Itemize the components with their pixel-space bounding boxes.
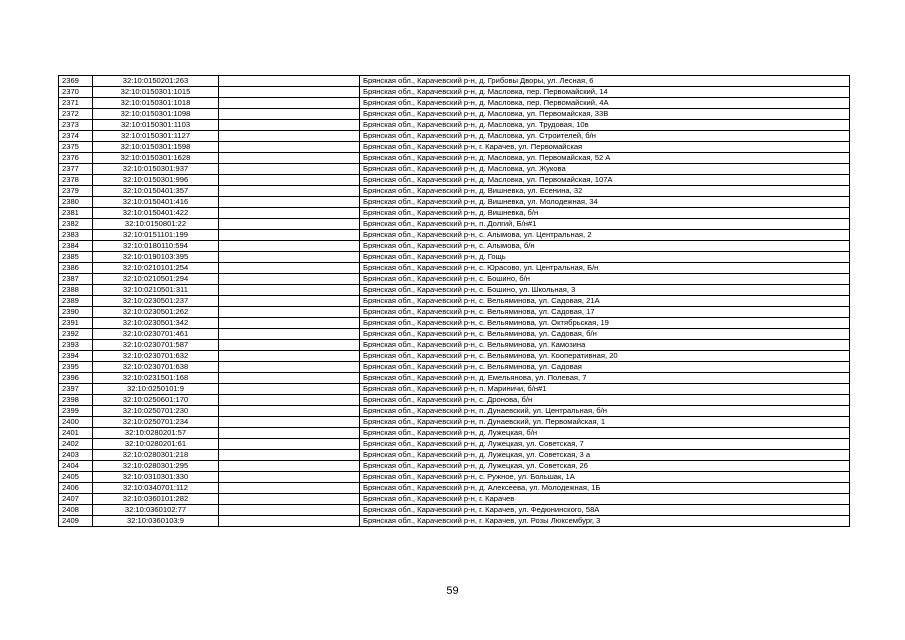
cadastral-number-cell: 32:10:0150401:416 [93,197,219,208]
address-cell: Брянская обл., Карачевский р-н, д. Вишневка, б/н [360,208,850,219]
row-number-cell: 2378 [59,175,93,186]
row-number-cell: 2386 [59,263,93,274]
cadastral-number-cell: 32:10:0250701:234 [93,417,219,428]
empty-cell [219,373,360,384]
row-number-cell: 2372 [59,109,93,120]
table-row [59,450,850,461]
row-number-cell: 2371 [59,98,93,109]
cadastral-number-cell: 32:10:0150301:1127 [93,131,219,142]
address-cell: Брянская обл., Карачевский р-н, п. Дунаевский, ул. Первомайская, 1 [360,417,850,428]
address-cell: Брянская обл., Карачевский р-н, д. Лужецкая, ул. Советская, 7 [360,439,850,450]
empty-cell [219,208,360,219]
cadastral-number-cell: 32:10:0230501:262 [93,307,219,318]
row-number-cell: 2374 [59,131,93,142]
row-number-cell: 2400 [59,417,93,428]
address-cell: Брянская обл., Карачевский р-н, д. Лужецкая, ул. Советская, 3 а [360,450,850,461]
row-number-cell: 2404 [59,461,93,472]
address-cell: Брянская обл., Карачевский р-н, с. Вельяминова, ул. Садовая, 21А [360,296,850,307]
address-cell: Брянская обл., Карачевский р-н, г. Карачев, ул. Первомайская [360,142,850,153]
registry-table [58,75,850,527]
cadastral-number-cell: 32:10:0360102:77 [93,505,219,516]
row-number-cell: 2380 [59,197,93,208]
table-row [59,351,850,362]
empty-cell [219,461,360,472]
empty-cell [219,263,360,274]
row-number-cell: 2394 [59,351,93,362]
table-row [59,494,850,505]
row-number-cell: 2396 [59,373,93,384]
address-cell: Брянская обл., Карачевский р-н, д. Масловка, ул. Строителей, б/н [360,131,850,142]
address-cell: Брянская обл., Карачевский р-н, с. Вельяминова, ул. Камозина [360,340,850,351]
cadastral-number-cell: 32:10:0230701:632 [93,351,219,362]
empty-cell [219,274,360,285]
address-cell: Брянская обл., Карачевский р-н, д. Масловка, пер. Первомайский, 4А [360,98,850,109]
table-row [59,230,850,241]
table-row [59,307,850,318]
cadastral-number-cell: 32:10:0150301:1018 [93,98,219,109]
cadastral-number-cell: 32:10:0360101:282 [93,494,219,505]
table-row [59,362,850,373]
table-row [59,186,850,197]
empty-cell [219,428,360,439]
row-number-cell: 2390 [59,307,93,318]
cadastral-number-cell: 32:10:0150301:1628 [93,153,219,164]
empty-cell [219,98,360,109]
row-number-cell: 2402 [59,439,93,450]
address-cell: Брянская обл., Карачевский р-н, д. Грибовы Дворы, ул. Лесная, 6 [360,76,850,87]
empty-cell [219,120,360,131]
empty-cell [219,417,360,428]
cadastral-number-cell: 32:10:0310301:330 [93,472,219,483]
address-cell: Брянская обл., Карачевский р-н, г. Карачев [360,494,850,505]
empty-cell [219,483,360,494]
address-cell: Брянская обл., Карачевский р-н, д. Масловка, ул. Жукова [360,164,850,175]
row-number-cell: 2387 [59,274,93,285]
row-number-cell: 2398 [59,395,93,406]
cadastral-number-cell: 32:10:0210501:294 [93,274,219,285]
row-number-cell: 2383 [59,230,93,241]
page-number: 59 [446,585,459,597]
table-row [59,87,850,98]
empty-cell [219,142,360,153]
address-cell: Брянская обл., Карачевский р-н, п. Дунаевский, ул. Центральная, б/н [360,406,850,417]
table-row [59,164,850,175]
empty-cell [219,329,360,340]
table-row [59,175,850,186]
cadastral-number-cell: 32:10:0230701:461 [93,329,219,340]
empty-cell [219,76,360,87]
address-cell: Брянская обл., Карачевский р-н, с. Бошино, б/н [360,274,850,285]
table-row [59,131,850,142]
address-cell: Брянская обл., Карачевский р-н, д. Масловка, ул. Трудовая, 10в [360,120,850,131]
empty-cell [219,296,360,307]
cadastral-number-cell: 32:10:0280301:295 [93,461,219,472]
table-row [59,296,850,307]
row-number-cell: 2376 [59,153,93,164]
table-row [59,120,850,131]
empty-cell [219,340,360,351]
cadastral-number-cell: 32:10:0150301:1598 [93,142,219,153]
cadastral-number-cell: 32:10:0180110:594 [93,241,219,252]
empty-cell [219,87,360,98]
cadastral-number-cell: 32:10:0230501:342 [93,318,219,329]
address-cell: Брянская обл., Карачевский р-н, с. Дронова, б/н [360,395,850,406]
table-row [59,516,850,527]
table-row [59,208,850,219]
table-row [59,98,850,109]
empty-cell [219,406,360,417]
empty-cell [219,109,360,120]
empty-cell [219,131,360,142]
row-number-cell: 2408 [59,505,93,516]
cadastral-number-cell: 32:10:0230701:587 [93,340,219,351]
table-row [59,263,850,274]
address-cell: Брянская обл., Карачевский р-н, с. Вельяминова, ул. Садовая, 17 [360,307,850,318]
empty-cell [219,230,360,241]
address-cell: Брянская обл., Карачевский р-н, п. Мариничи, б/н#1 [360,384,850,395]
table-row [59,197,850,208]
row-number-cell: 2385 [59,252,93,263]
row-number-cell: 2375 [59,142,93,153]
empty-cell [219,395,360,406]
address-cell: Брянская обл., Карачевский р-н, с. Вельяминова, ул. Садовая, б/н [360,329,850,340]
empty-cell [219,252,360,263]
row-number-cell: 2370 [59,87,93,98]
empty-cell [219,186,360,197]
cadastral-number-cell: 32:10:0340701:112 [93,483,219,494]
table-row [59,340,850,351]
empty-cell [219,362,360,373]
row-number-cell: 2403 [59,450,93,461]
address-cell: Брянская обл., Карачевский р-н, с. Ружное, ул. Большак, 1А [360,472,850,483]
address-cell: Брянская обл., Карачевский р-н, д. Масловка, ул. Первомайская, 107А [360,175,850,186]
empty-cell [219,241,360,252]
address-cell: Брянская обл., Карачевский р-н, с. Бошино, ул. Школьная, 3 [360,285,850,296]
table-row [59,153,850,164]
empty-cell [219,384,360,395]
address-cell: Брянская обл., Карачевский р-н, с. Вельяминова, ул. Октябрьская, 19 [360,318,850,329]
cadastral-number-cell: 32:10:0150301:937 [93,164,219,175]
cadastral-number-cell: 32:10:0280301:218 [93,450,219,461]
table-row [59,472,850,483]
row-number-cell: 2369 [59,76,93,87]
empty-cell [219,351,360,362]
empty-cell [219,153,360,164]
table-row [59,428,850,439]
cadastral-number-cell: 32:10:0250601:170 [93,395,219,406]
address-cell: Брянская обл., Карачевский р-н, д. Вишневка, ул. Молодежная, 34 [360,197,850,208]
cadastral-number-cell: 32:10:0210501:311 [93,285,219,296]
row-number-cell: 2409 [59,516,93,527]
row-number-cell: 2384 [59,241,93,252]
address-cell: Брянская обл., Карачевский р-н, д. Гощь [360,252,850,263]
address-cell: Брянская обл., Карачевский р-н, д. Вишневка, ул. Есенина, 32 [360,186,850,197]
cadastral-number-cell: 32:10:0230501:237 [93,296,219,307]
table-row [59,384,850,395]
address-cell: Брянская обл., Карачевский р-н, с. Юрасово, ул. Центральная, Б/н [360,263,850,274]
row-number-cell: 2399 [59,406,93,417]
empty-cell [219,505,360,516]
table-row [59,329,850,340]
cadastral-number-cell: 32:10:0280201:61 [93,439,219,450]
registry-table-body [59,76,850,527]
cadastral-number-cell: 32:10:0250101:9 [93,384,219,395]
table-row [59,142,850,153]
cadastral-number-cell: 32:10:0150301:996 [93,175,219,186]
cadastral-number-cell: 32:10:0231501:168 [93,373,219,384]
row-number-cell: 2391 [59,318,93,329]
cadastral-number-cell: 32:10:0280201:57 [93,428,219,439]
address-cell: Брянская обл., Карачевский р-н, с. Вельяминова, ул. Кооперативная, 20 [360,351,850,362]
cadastral-number-cell: 32:10:0210101:254 [93,263,219,274]
empty-cell [219,307,360,318]
address-cell: Брянская обл., Карачевский р-н, г. Карачев, ул. Федюнинского, 58А [360,505,850,516]
table-row [59,252,850,263]
address-cell: Брянская обл., Карачевский р-н, г. Карачев, ул. Розы Люксембург, 3 [360,516,850,527]
row-number-cell: 2397 [59,384,93,395]
table-row [59,76,850,87]
row-number-cell: 2381 [59,208,93,219]
cadastral-number-cell: 32:10:0190103:395 [93,252,219,263]
row-number-cell: 2406 [59,483,93,494]
table-row [59,274,850,285]
row-number-cell: 2389 [59,296,93,307]
table-row [59,219,850,230]
cadastral-number-cell: 32:10:0150201:263 [93,76,219,87]
table-row [59,417,850,428]
empty-cell [219,285,360,296]
cadastral-number-cell: 32:10:0150301:1103 [93,120,219,131]
address-cell: Брянская обл., Карачевский р-н, д. Лужецкая, б/н [360,428,850,439]
empty-cell [219,175,360,186]
empty-cell [219,439,360,450]
cadastral-number-cell: 32:10:0150801:22 [93,219,219,230]
table-row [59,439,850,450]
cadastral-number-cell: 32:10:0150401:422 [93,208,219,219]
row-number-cell: 2379 [59,186,93,197]
cadastral-number-cell: 32:10:0151101:199 [93,230,219,241]
empty-cell [219,318,360,329]
address-cell: Брянская обл., Карачевский р-н, д. Масловка, пер. Первомайский, 14 [360,87,850,98]
cadastral-number-cell: 32:10:0230701:638 [93,362,219,373]
cadastral-number-cell: 32:10:0150401:357 [93,186,219,197]
table-row [59,483,850,494]
empty-cell [219,472,360,483]
empty-cell [219,219,360,230]
row-number-cell: 2407 [59,494,93,505]
row-number-cell: 2388 [59,285,93,296]
row-number-cell: 2395 [59,362,93,373]
row-number-cell: 2377 [59,164,93,175]
empty-cell [219,164,360,175]
empty-cell [219,450,360,461]
table-row [59,285,850,296]
address-cell: Брянская обл., Карачевский р-н, с. Вельяминова, ул. Садовая [360,362,850,373]
address-cell: Брянская обл., Карачевский р-н, с. Алымова, б/н [360,241,850,252]
table-row [59,406,850,417]
address-cell: Брянская обл., Карачевский р-н, д. Масловка, ул. Первомайская, 33В [360,109,850,120]
cadastral-number-cell: 32:10:0360103:9 [93,516,219,527]
address-cell: Брянская обл., Карачевский р-н, с. Алымова, ул. Центральная, 2 [360,230,850,241]
empty-cell [219,516,360,527]
address-cell: Брянская обл., Карачевский р-н, д. Алексеева, ул. Молодежная, 1Б [360,483,850,494]
empty-cell [219,197,360,208]
cadastral-number-cell: 32:10:0250701:230 [93,406,219,417]
table-row [59,109,850,120]
row-number-cell: 2373 [59,120,93,131]
address-cell: Брянская обл., Карачевский р-н, д. Емельянова, ул. Полевая, 7 [360,373,850,384]
cadastral-number-cell: 32:10:0150301:1015 [93,87,219,98]
address-cell: Брянская обл., Карачевский р-н, д. Лужецкая, ул. Советская, 26 [360,461,850,472]
row-number-cell: 2401 [59,428,93,439]
row-number-cell: 2382 [59,219,93,230]
table-row [59,373,850,384]
table-row [59,318,850,329]
table-row [59,461,850,472]
address-cell: Брянская обл., Карачевский р-н, д. Масловка, ул. Первомайская, 52 А [360,153,850,164]
table-row [59,505,850,516]
table-row [59,241,850,252]
address-cell: Брянская обл., Карачевский р-н, п. Долгий, Б/н#1 [360,219,850,230]
row-number-cell: 2393 [59,340,93,351]
table-row [59,395,850,406]
cadastral-number-cell: 32:10:0150301:1098 [93,109,219,120]
row-number-cell: 2392 [59,329,93,340]
empty-cell [219,494,360,505]
row-number-cell: 2405 [59,472,93,483]
